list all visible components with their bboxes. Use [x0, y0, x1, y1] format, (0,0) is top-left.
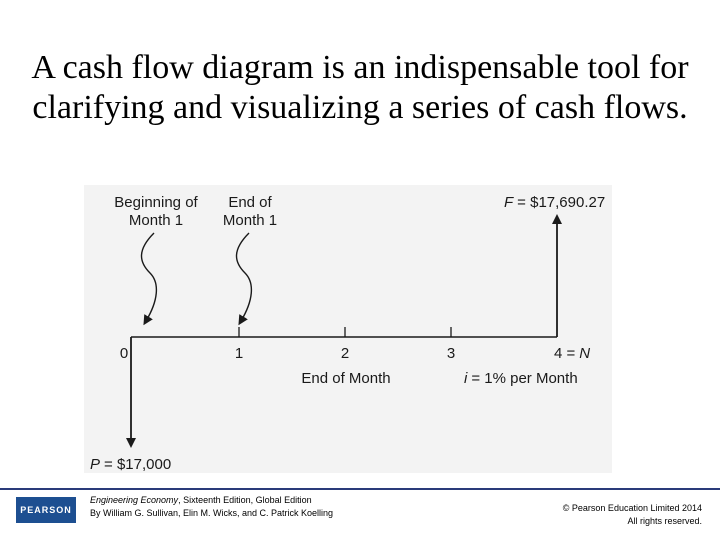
beginning-label-line1: Beginning of — [114, 194, 198, 211]
cash-flow-diagram — [84, 185, 612, 473]
future-value-label: F = $17,690.27 — [504, 194, 606, 211]
tick-label-0: 0 — [119, 345, 129, 362]
tick-label-4: 4 = N — [554, 345, 591, 362]
cash-flow-diagram-panel — [84, 185, 612, 473]
beginning-label-line2: Month 1 — [128, 212, 184, 229]
copyright-notice — [563, 502, 702, 528]
book-authors: By William G. Sullivan, Elin M. Wicks, and C. Patrick Koelling — [90, 508, 334, 518]
tick-label-2: 2 — [340, 345, 350, 362]
slide-title: A cash flow diagram is an indispensable tool for clarifying and visualizing a series of cash flows. — [31, 49, 689, 126]
beginning-pointer-arrow — [142, 233, 157, 321]
copyright-line1: © Pearson Education Limited 2014 — [562, 503, 702, 513]
book-citation — [90, 494, 333, 520]
pearson-logo: PEARSON — [16, 497, 76, 523]
book-edition: , Sixteenth Edition, Global Edition — [178, 495, 312, 505]
end-pointer-arrow — [237, 233, 252, 321]
tick-label-3: 3 — [446, 345, 456, 362]
footer-divider — [0, 488, 720, 490]
copyright-line2: All rights reserved. — [627, 516, 702, 526]
end-label-line2: Month 1 — [222, 212, 278, 229]
tick-label-1: 1 — [234, 345, 244, 362]
book-title: Engineering Economy — [90, 495, 179, 505]
interest-rate-label: i = 1% per Month — [464, 370, 578, 387]
end-label-line1: End of — [228, 194, 272, 211]
axis-label: End of Month — [301, 370, 391, 387]
present-value-label: P = $17,000 — [90, 456, 172, 473]
